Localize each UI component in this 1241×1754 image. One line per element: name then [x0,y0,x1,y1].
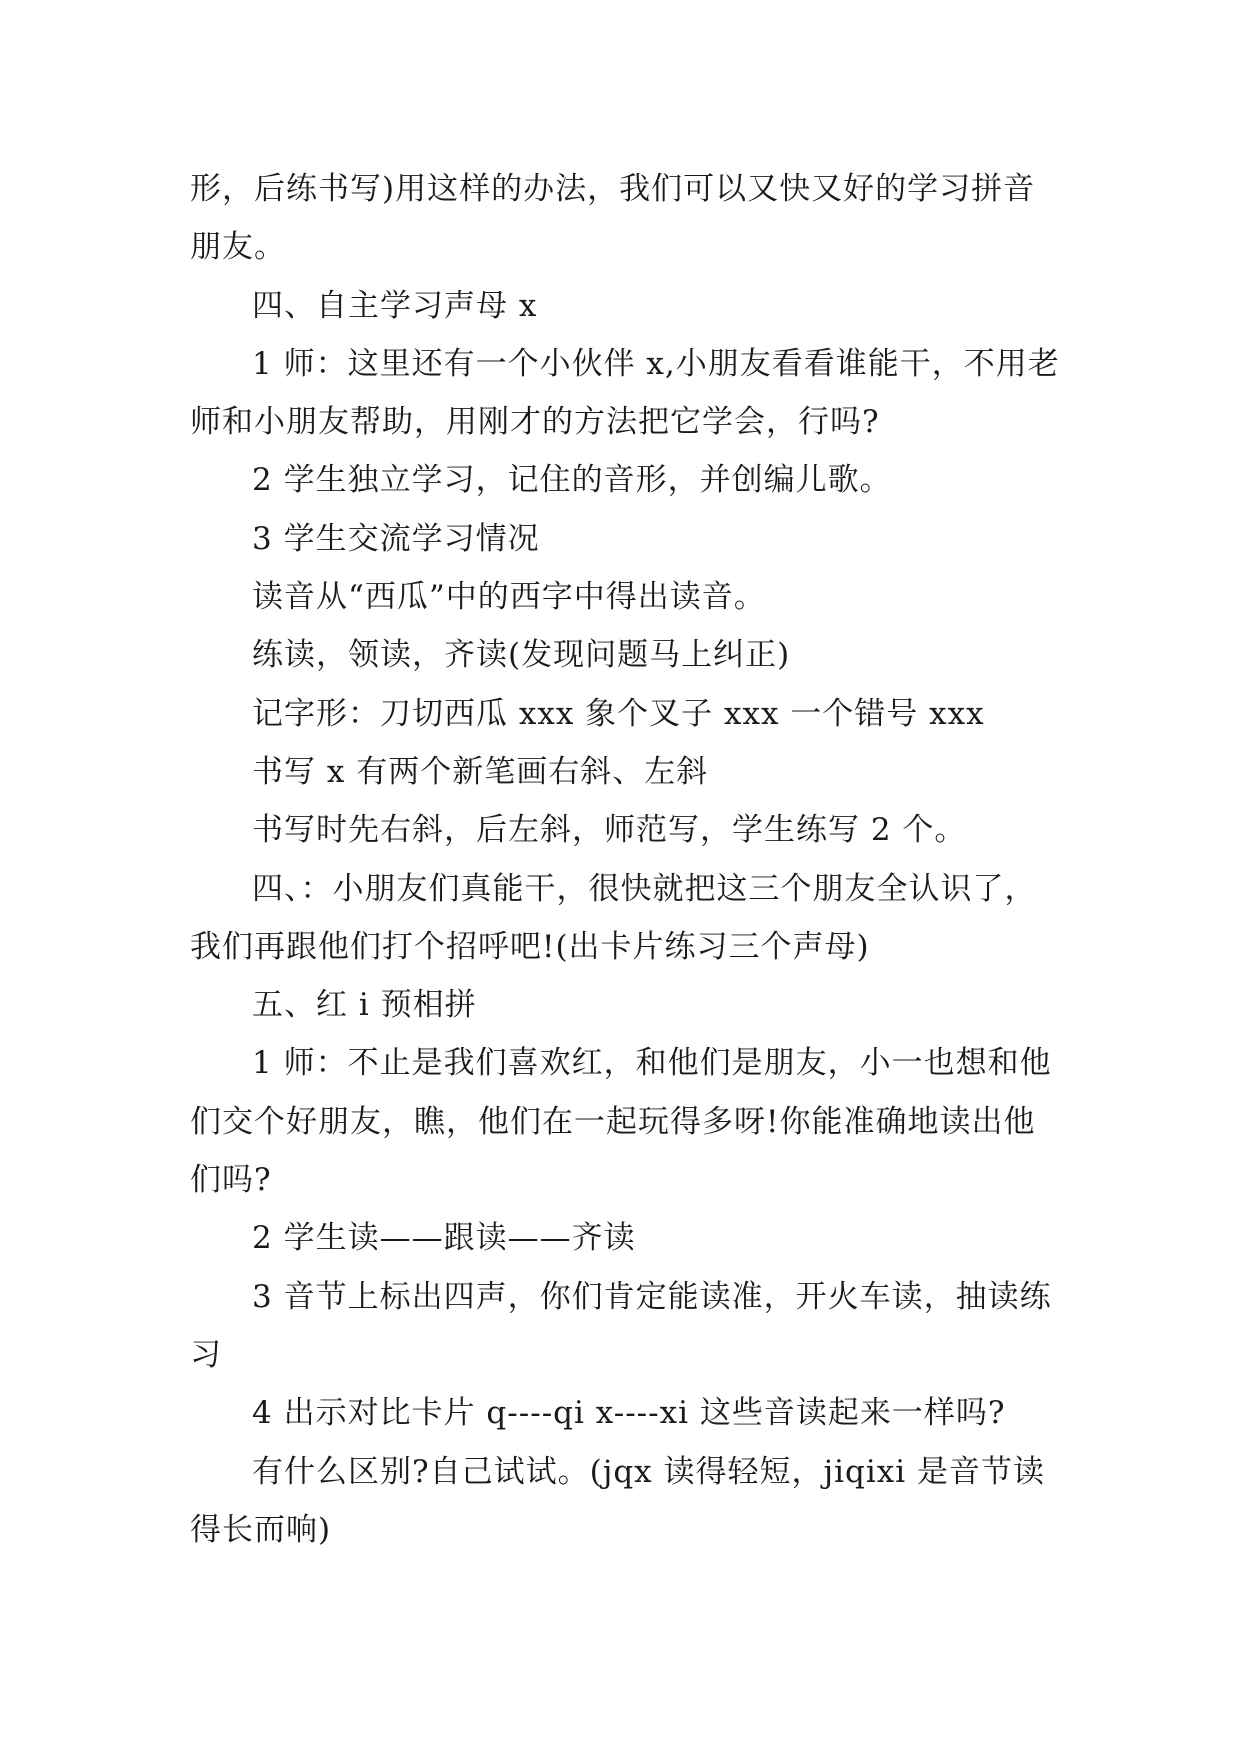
paragraph: 4 出示对比卡片 q----qi x----xi 这些音读起来一样吗? [252,1395,1006,1432]
paragraph: 有什么区别?自己试试。(jqx 读得轻短，jiqixi 是音节读得长而响) [190,1453,1046,1548]
section-heading: 四、自主学习声母 x [252,287,538,324]
section-heading: 五、红 i 预相拼 [252,987,477,1024]
paragraph: 记字形：刀切西瓜 xxx 象个叉子 xxx 一个错号 xxx [252,695,985,732]
paragraph: 1 师：这里还有一个小伙伴 x,小朋友看看谁能干，不用老师和小朋友帮助，用刚才的方法把它学会，行吗? [190,345,1060,441]
paragraph: 3 学生交流学习情况 [252,520,540,557]
paragraph: 2 学生读——跟读——齐读 [252,1220,636,1257]
paragraph: 书写 x 有两个新笔画右斜、左斜 [252,753,709,790]
paragraph: 形，后练书写)用这样的办法，我们可以又快又好的学习拼音朋友。 [190,171,1036,266]
paragraph: 练读，领读，齐读(发现问题马上纠正) [252,637,791,674]
paragraph: 3 音节上标出四声，你们肯定能读准，开火车读，抽读练习 [190,1278,1052,1373]
paragraph: 书写时先右斜，后左斜，师范写，学生练写 2 个。 [252,812,967,849]
paragraph: 四、：小朋友们真能干，很快就把这三个朋友全认识了，我们再跟他们打个招呼吧!(出卡片练习三个声母) [190,870,1037,965]
document-body [190,160,1060,1559]
paragraph: 读音从“西瓜”中的西字中得出读音。 [252,579,766,616]
paragraph: 1 师：不止是我们喜欢红，和他们是朋友，小一也想和他们交个好朋友，瞧，他们在一起玩得多呀!你能准确地读出他们吗? [190,1045,1052,1199]
paragraph: 2 学生独立学习，记住的音形，并创编儿歌。 [252,462,892,499]
